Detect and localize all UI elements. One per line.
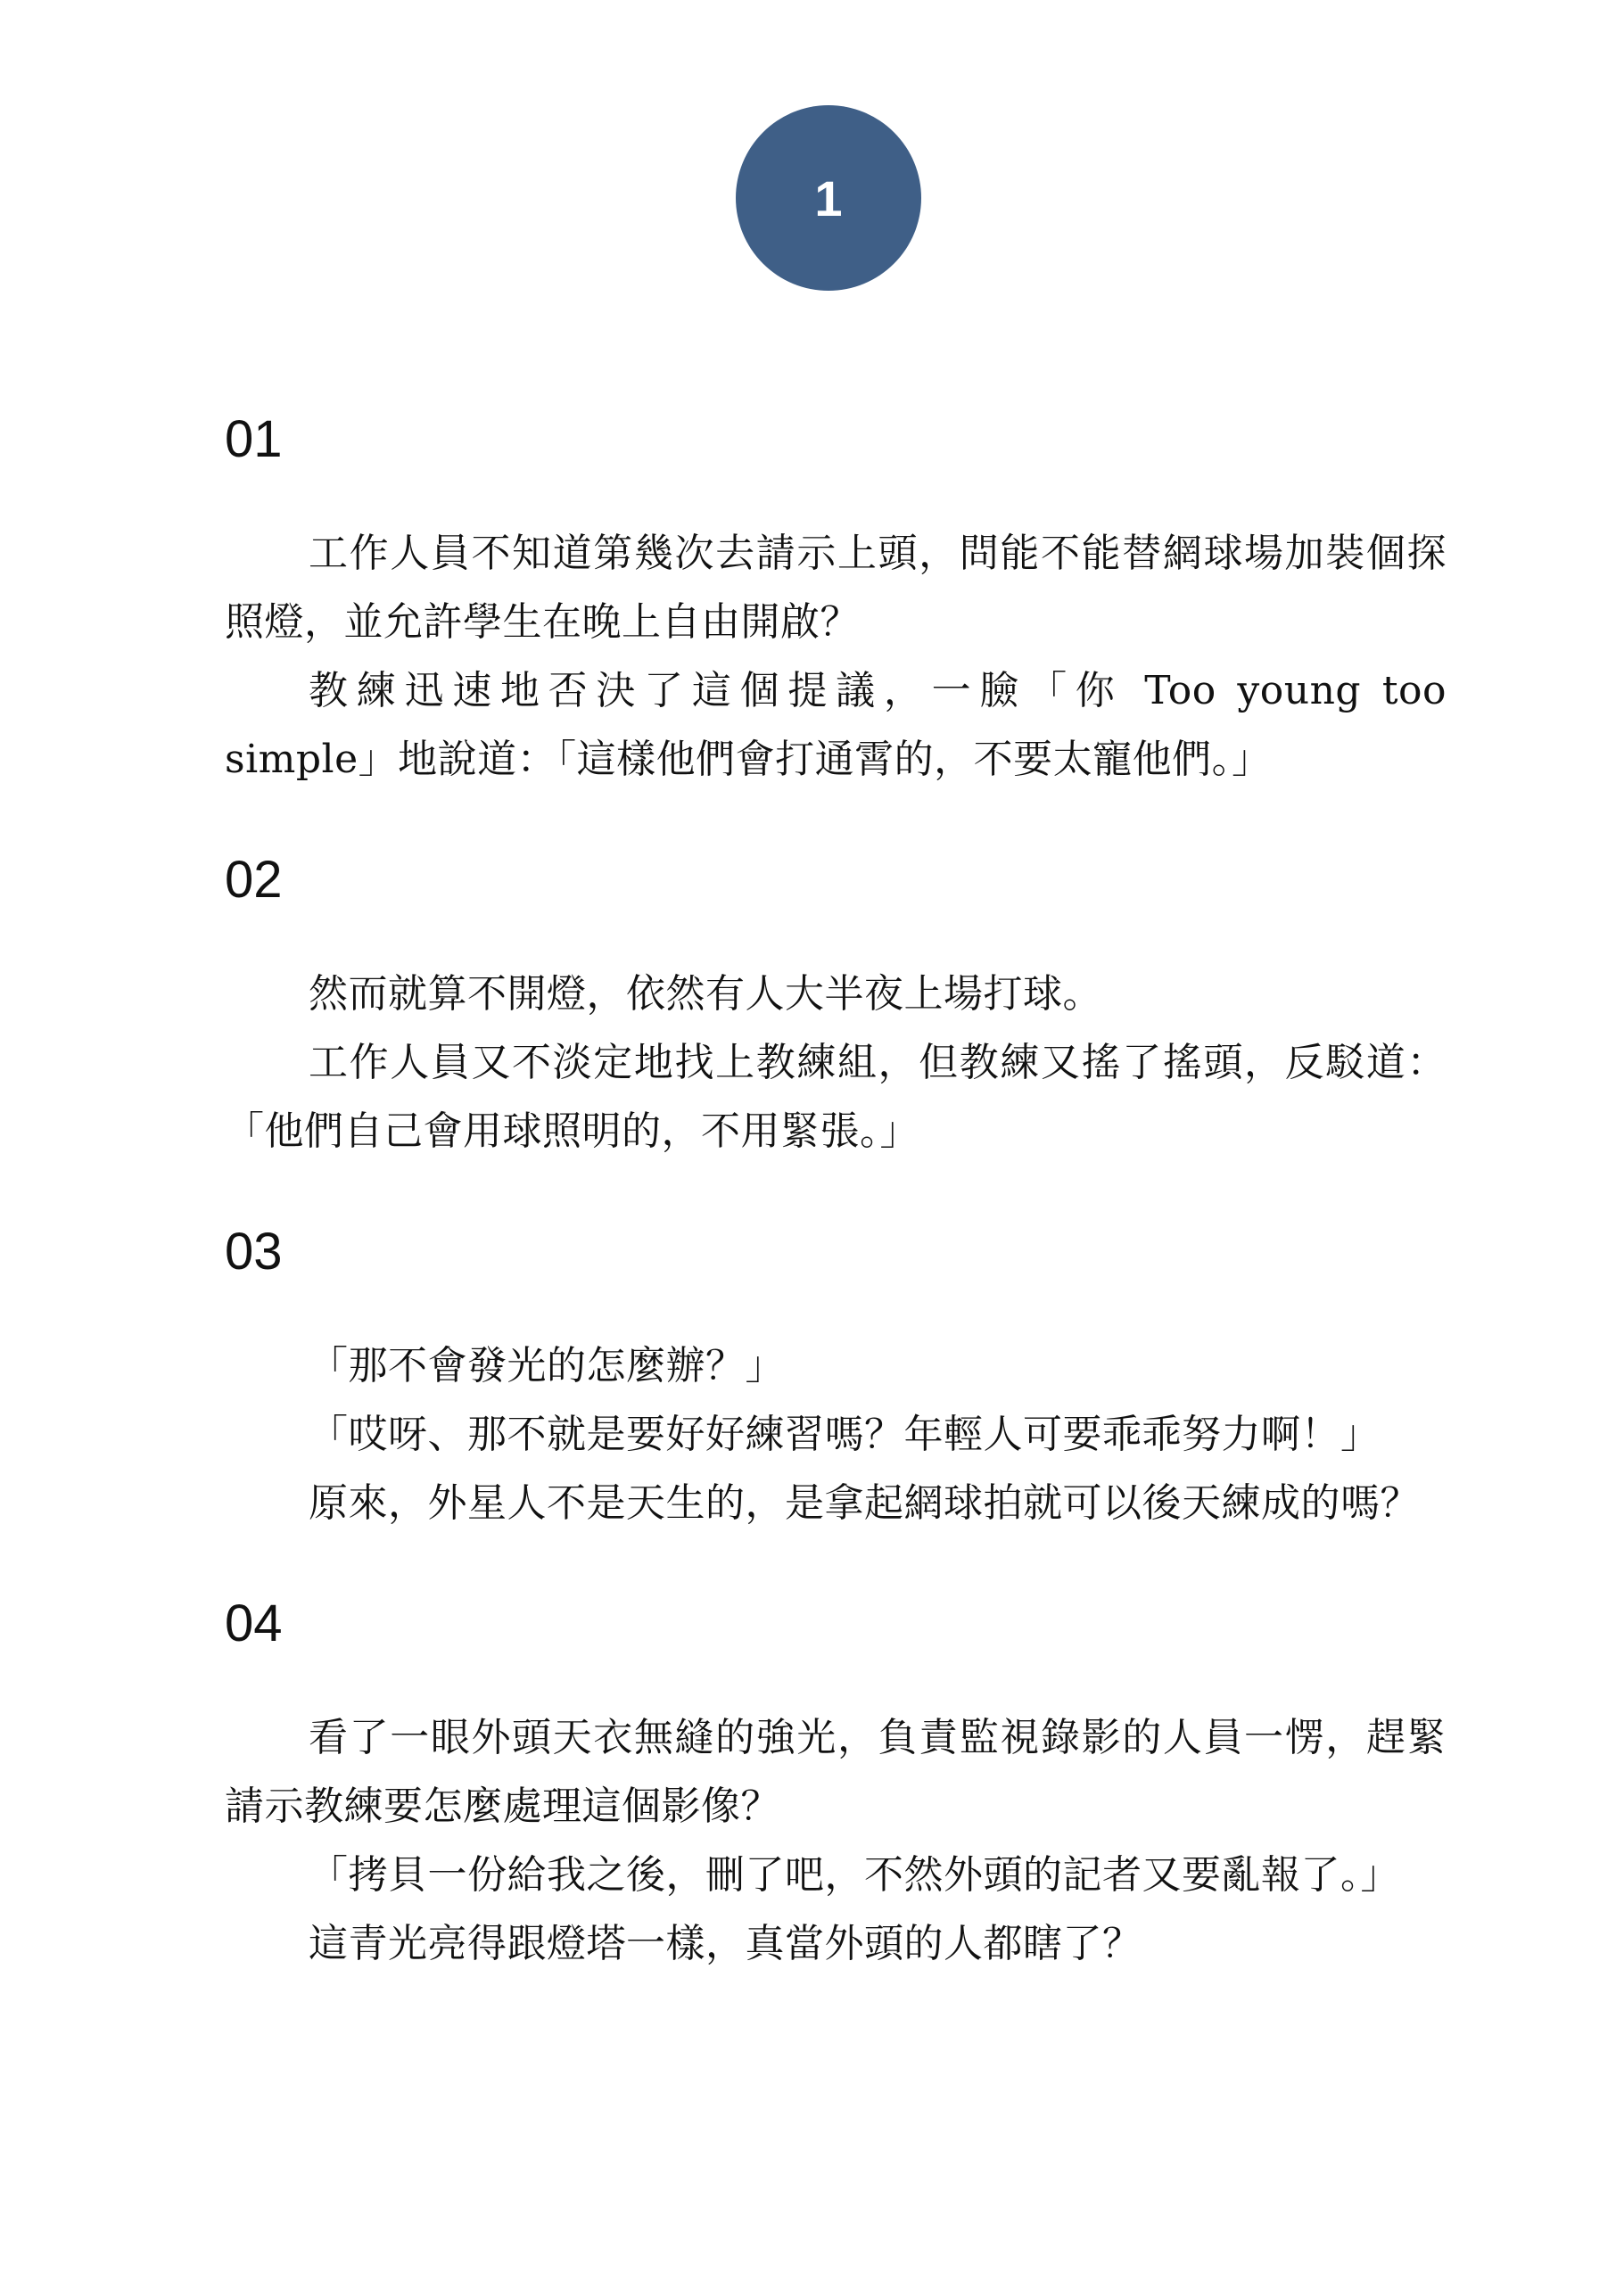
paragraph: 看了一眼外頭天衣無縫的強光，負責監視錄影的人員一愣，趕緊請示教練要怎麼處理這個影像？ <box>225 1715 1447 1829</box>
section-03 <box>225 1214 1447 1537</box>
paragraph: 「拷貝一份給我之後，刪了吧，不然外頭的記者又要亂報了。」 <box>309 1852 1400 1898</box>
section-04 <box>225 1586 1447 1978</box>
section-heading: 03 <box>225 1223 283 1281</box>
chapter-number-badge <box>736 105 921 291</box>
section-01 <box>225 401 1447 794</box>
paragraph: 教練迅速地否決了這個提議，一臉「你 Too young too simple」地說道：「這樣他們會打通霄的，不要太寵他們。」 <box>225 668 1447 782</box>
document-body <box>225 401 1447 1978</box>
section-heading: 01 <box>225 410 283 468</box>
section-heading: 04 <box>225 1594 283 1652</box>
paragraph: 這青光亮得跟燈塔一樣，真當外頭的人都瞎了？ <box>309 1921 1142 1966</box>
section-02 <box>225 842 1447 1166</box>
paragraph: 「哎呀、那不就是要好好練習嗎？年輕人可要乖乖努力啊！」 <box>309 1412 1381 1457</box>
paragraph: 工作人員又不淡定地找上教練組，但教練又搖了搖頭，反駁道：「他們自己會用球照明的，不用緊張。」 <box>225 1040 1447 1154</box>
paragraph: 原來，外星人不是天生的，是拿起網球拍就可以後天練成的嗎？ <box>309 1480 1420 1526</box>
paragraph: 然而就算不開燈，依然有人大半夜上場打球。 <box>309 971 1102 1017</box>
paragraph: 工作人員不知道第幾次去請示上頭，問能不能替網球場加裝個探照燈，並允許學生在晚上自由開啟？ <box>225 531 1447 645</box>
chapter-number: 1 <box>814 169 843 227</box>
section-heading: 02 <box>225 851 283 909</box>
paragraph: 「那不會發光的怎麼辦？」 <box>309 1343 785 1388</box>
